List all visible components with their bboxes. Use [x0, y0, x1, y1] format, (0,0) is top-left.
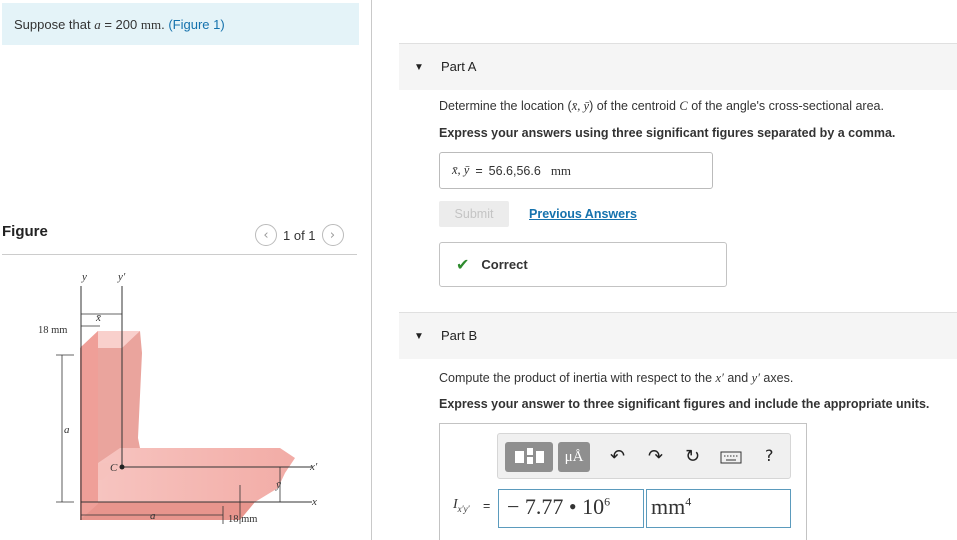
vertical-leg-side	[80, 331, 98, 520]
label-x: x	[312, 496, 317, 508]
part-a-question-vars: x̄, ȳ	[571, 99, 590, 113]
part-b-header[interactable]	[399, 312, 957, 359]
problem-statement	[2, 3, 359, 45]
prompt-variable: a	[94, 17, 101, 32]
math-toolbar	[497, 433, 791, 479]
part-a-answer-eq: =	[475, 163, 483, 178]
chevron-right-icon[interactable]: ›	[322, 224, 344, 246]
part-a-answer-unit: mm	[550, 162, 572, 178]
part-b-question-post: axes.	[759, 371, 794, 385]
figure-pager	[255, 224, 344, 246]
part-b-instruction: Express your answer to three significant figures and include the appropriate units.	[439, 397, 930, 411]
pager-text: 1 of 1	[283, 227, 316, 243]
part-a-label: Part A	[441, 59, 477, 74]
part-b-label: Part B	[441, 328, 478, 343]
figure-divider	[2, 254, 357, 255]
angle-section-figure	[0, 258, 360, 540]
undo-icon[interactable]: ↶	[610, 446, 626, 467]
submit-button[interactable]: Submit	[439, 201, 509, 227]
templates-icon	[505, 442, 553, 472]
unit-input[interactable]	[646, 489, 791, 528]
unit-main: mm	[651, 494, 686, 519]
part-a-header[interactable]	[399, 43, 957, 90]
part-b-question	[439, 371, 793, 386]
prompt-period: .	[161, 17, 169, 32]
chevron-left-icon[interactable]: ‹	[255, 224, 277, 246]
part-a-question-c: C	[679, 99, 688, 113]
help-button[interactable]: ?	[765, 446, 774, 465]
prompt-prefix: Suppose that	[14, 17, 95, 32]
part-a-answer-value: 56.6,56.6	[488, 163, 541, 178]
label-thickness-top: 18 mm	[38, 325, 68, 336]
label-thickness-bottom: 18 mm	[228, 514, 258, 525]
check-icon: ✔	[456, 255, 470, 274]
part-a-answer-label: x̄, ȳ	[452, 163, 470, 177]
caret-down-icon: ▼	[414, 331, 424, 342]
units-button[interactable]: μÅ	[558, 442, 590, 472]
part-b-question-x: x′	[715, 371, 724, 385]
label-x-prime: x′	[310, 461, 318, 473]
value-input[interactable]	[498, 489, 644, 528]
part-b-question-y: y′	[751, 371, 760, 385]
product-of-inertia-label	[453, 497, 470, 514]
label-a-horizontal: a	[150, 510, 156, 522]
prompt-unit: mm	[140, 17, 162, 32]
label-y-prime: y′	[118, 271, 126, 283]
reset-icon[interactable]: ↻	[685, 446, 701, 467]
label-a-vertical: a	[64, 424, 70, 436]
prompt-equals: = 200	[100, 17, 141, 32]
label-ybar: ȳ	[276, 479, 281, 491]
templates-button[interactable]	[505, 442, 553, 472]
keyboard-icon[interactable]	[720, 448, 742, 469]
answer-subscript: x′y′	[457, 503, 470, 514]
part-b-question-pre: Compute the product of inertia with respect to the	[439, 371, 716, 385]
figure-link[interactable]: (Figure 1)	[168, 17, 225, 32]
caret-down-icon: ▼	[414, 62, 424, 73]
feedback-correct	[439, 242, 727, 287]
figure-title: Figure	[2, 223, 48, 240]
answer-equals: =	[483, 499, 491, 513]
part-a-question-mid: ) of the centroid	[589, 99, 680, 113]
part-a-instruction: Express your answers using three significant figures separated by a comma.	[439, 126, 896, 140]
part-b-question-and: and	[723, 371, 752, 385]
part-a-answer-field[interactable]	[439, 152, 713, 189]
horizontal-leg	[80, 448, 295, 502]
answer-symbol: I	[453, 497, 458, 512]
feedback-text: Correct	[481, 257, 528, 272]
part-a-question-post: of the angle's cross-sectional area.	[687, 99, 884, 113]
label-y: y	[82, 271, 87, 283]
unit-exponent: 4	[685, 494, 692, 509]
label-c: C	[110, 462, 118, 474]
redo-icon[interactable]: ↷	[648, 446, 664, 467]
centroid-point	[120, 465, 125, 470]
value-exponent: 6	[604, 494, 611, 509]
part-a-question-pre: Determine the location (	[439, 99, 572, 113]
previous-answers-link[interactable]: Previous Answers	[529, 207, 637, 221]
part-a-question	[439, 99, 884, 114]
panel-divider	[371, 0, 372, 540]
label-xbar: x̄	[96, 312, 101, 324]
value-main: − 7.77 • 10	[507, 494, 605, 519]
